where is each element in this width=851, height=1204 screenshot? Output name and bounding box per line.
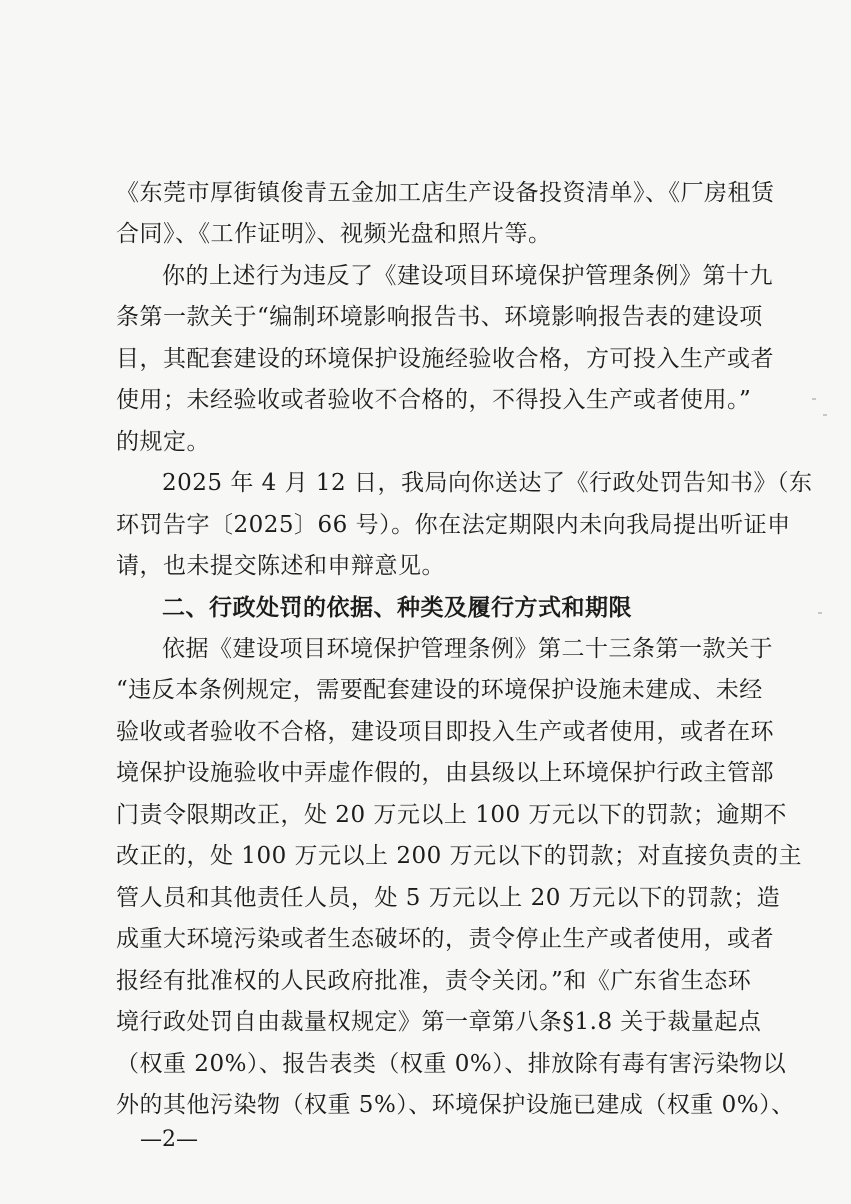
scan-speck: [818, 612, 822, 614]
paragraph-first-line: 依据《建设项目环境保护管理条例》第二十三条第一款关于: [162, 636, 773, 662]
body-text-line: 的规定。: [116, 429, 210, 455]
body-text-line: 《东莞市厚街镇俊青五金加工店生产设备投资清单》、《厂房租赁: [116, 180, 775, 206]
body-text-line: 境行政处罚自由裁量权规定》第一章第八条§1.8 关于裁量起点: [116, 1009, 762, 1035]
section-heading: 二、行政处罚的依据、种类及履行方式和期限: [162, 595, 632, 621]
body-text-line: 外的其他污染物（权重 5%）、环境保护设施已建成（权重 0%）、: [116, 1092, 795, 1118]
body-text-line: 环罚告字〔2025〕66 号）。你在法定期限内未向我局提出听证申: [116, 512, 791, 538]
body-text-line: 报经有批准权的人民政府批准，责令关闭。”和《广东省生态环: [116, 968, 752, 994]
body-text-line: 改正的，处 100 万元以上 200 万元以下的罚款；对直接负责的主: [116, 843, 803, 869]
body-text-line: “违反本条例规定，需要配套建设的环境保护设施未建成、未经: [116, 677, 763, 703]
scan-speck: [823, 414, 827, 416]
page-number: —2—: [140, 1127, 198, 1152]
body-text-line: 目，其配套建设的环境保护设施经验收合格，方可投入生产或者: [116, 346, 774, 372]
body-text-line: 请，也未提交陈述和申辩意见。: [116, 553, 445, 579]
body-text-line: 验收或者验收不合格，建设项目即投入生产或者使用，或者在环: [116, 719, 774, 745]
body-text-line: 条第一款关于“编制环境影响报告书、环境影响报告表的建设项: [116, 304, 763, 330]
paragraph-first-line: 你的上述行为违反了《建设项目环境保护管理条例》第十九: [162, 263, 773, 289]
body-text-line: 合同》、《工作证明》、视频光盘和照片等。: [116, 221, 552, 247]
body-text-line: （权重 20%）、报告表类（权重 0%）、排放除有毒有害污染物以: [116, 1051, 787, 1077]
body-text-line: 门责令限期改正，处 20 万元以上 100 万元以下的罚款；逾期不: [116, 802, 787, 828]
body-text-line: 管人员和其他责任人员，处 5 万元以上 20 万元以下的罚款；造: [116, 885, 781, 911]
scan-speck: [812, 398, 816, 400]
body-text-line: 境保护设施验收中弄虚作假的，由县级以上环境保护行政主管部: [116, 760, 774, 786]
body-text-line: 成重大环境污染或者生态破坏的，责令停止生产或者使用，或者: [116, 926, 774, 952]
body-text-line: 使用；未经验收或者验收不合格的，不得投入生产或者使用。”: [116, 387, 752, 413]
paragraph-first-line: 2025 年 4 月 12 日，我局向你送达了《行政处罚告知书》（东: [162, 470, 813, 496]
